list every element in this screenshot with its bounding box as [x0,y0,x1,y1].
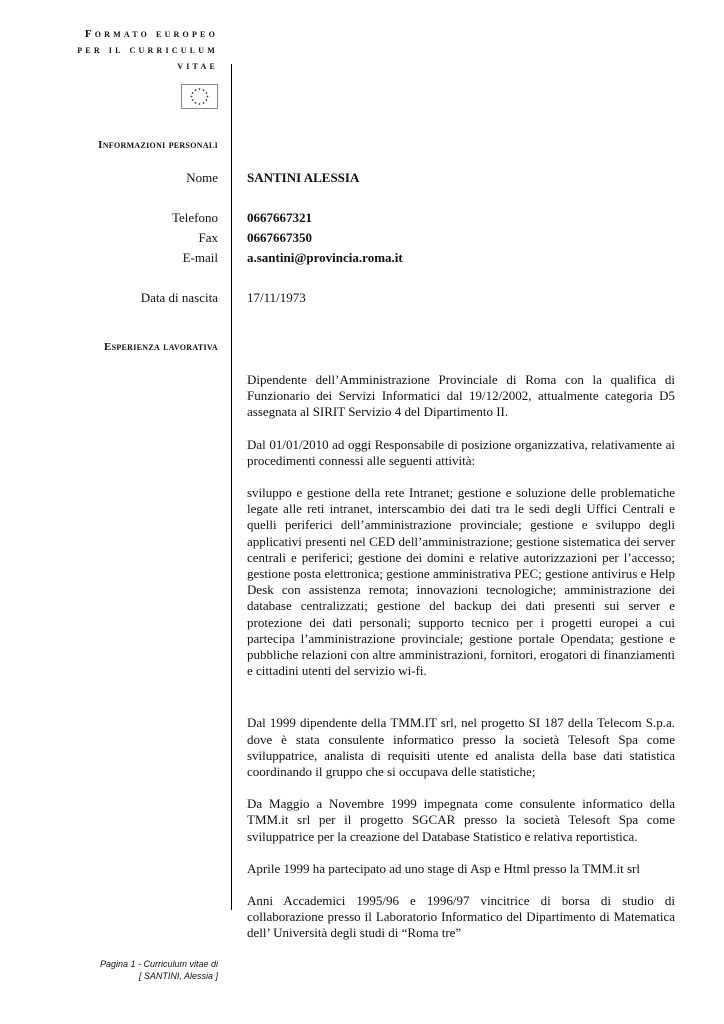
experience-paragraph: Anni Accademici 1995/96 e 1996/97 vincitrice di borsa di studio di collaborazione presso il Laboratorio Informatico del Dipartimento di Matematica dell’ Università degli studi di “Roma tre” [247,893,675,941]
experience-paragraph: Dipendente dell’Amministrazione Provinciale di Roma con la qualifica di Funzionario dei Servizi Informatici dal 19/12/2002, attualmente categoria D5 assegnata al SIRIT Servizio 4 del Dipartimento II. [247,372,675,420]
birth-label: Data di nascita [140,290,218,305]
birth-value: 17/11/1973 [247,290,306,305]
fax-label: Fax [198,230,218,245]
email-value[interactable]: a.santini@provincia.roma.it [247,250,403,265]
eu-flag-icon [181,84,218,109]
email-label: E-mail [182,250,218,265]
section-title-experience: Esperienza lavorativa [103,341,218,353]
experience-paragraph: Aprile 1999 ha partecipato ad uno stage di Asp e Html presso la TMM.it srl [247,860,640,876]
header-line-1: Formato europeo [84,28,218,40]
name-value: SANTINI ALESSIA [247,170,360,185]
header-line-3: vitae [177,60,218,72]
name-label: Nome [186,170,218,185]
page-footer [40,958,218,982]
experience-body [247,372,675,958]
phone-label: Telefono [171,210,218,225]
cv-header-title [40,26,218,74]
experience-paragraph: Dal 1999 dipendente della TMM.IT srl, nel progetto SI 187 della Telecom S.p.a. dove è stata consulente informatico presso la società Telesoft Spa come sviluppatrice, analista di requisiti utente ed analista della base dati statistica coordinando il gruppo che si occupava delle statistiche; [247,715,675,780]
section-title-personal: Informazioni personali [98,139,218,151]
header-line-2: per il curriculum [77,44,218,56]
experience-paragraph: Dal 01/01/2010 ad oggi Responsabile di posizione organizzativa, relativamente ai procedimenti connessi alle seguenti attività: [247,436,675,468]
phone-value: 0667667321 [247,210,312,225]
footer-line-1: Pagina 1 - Curriculum vitae di [99,959,218,969]
fax-value: 0667667350 [247,230,312,245]
experience-paragraph: Da Maggio a Novembre 1999 impegnata come consulente informatico della TMM.it srl per il progetto SGCAR presso la società Telesoft Spa come sviluppatrice per la creazione del Database Statistico e relativa reportistica. [247,796,675,844]
column-divider [231,64,232,910]
footer-line-2: [ SANTINI, Alessia ] [138,971,218,981]
experience-paragraph: sviluppo e gestione della rete Intranet; gestione e soluzione delle problematiche legate alle reti intranet, interscambio dei dati tra le sedi degli Uffici Centrali e quelli periferici dell’amministrazione provinciale; gestione e sviluppo degli applicativi presenti nel CED dell’amministrazione; gestione sistematica dei server centrali e periferici; gestione dei domini e relative autorizzazioni per l’accesso; gestione posta elettronica; gestione amministrativa PEC; gestione antivirus e Help Desk con assistenza remota; innovazioni tecnologiche; amministrazione dei database centralizzati; gestione del backup dei dati presenti sui server e protezione dei dati personali; supporto tecnico per i progetti europei a cui partecipa l’amministrazione provinciale; gestione portale Opendata; gestione e pubbliche relazioni con altre amministrazioni, fornitori, erogatori di finanziamenti e cittadini utenti del servizio wi-fi. [247,485,675,679]
